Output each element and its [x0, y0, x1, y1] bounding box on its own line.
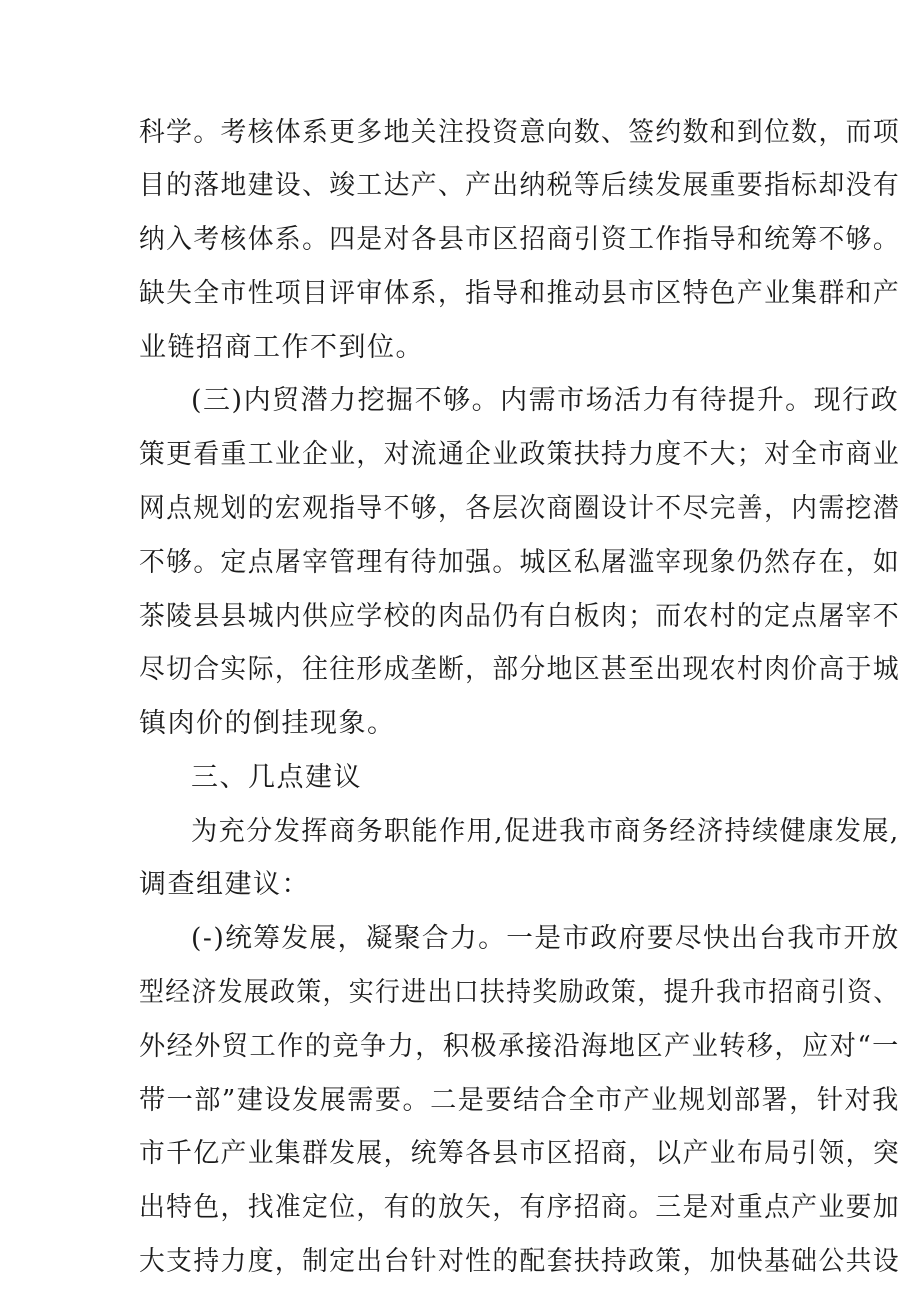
- text-line: 不够。定点屠宰管理有待加强。城区私屠滥宰现象仍然存在，如: [139, 547, 900, 578]
- section-heading: 三、几点建议: [191, 762, 362, 793]
- text-line: 缺失全市性项目评审体系，指导和推动县市区特色产业集群和产: [139, 278, 900, 309]
- text-line: 市千亿产业集群发展，统筹各县市区招商，以产业布局引领，突: [139, 1138, 900, 1169]
- text-line: 外经外贸工作的竞争力，积极承接沿海地区产业转移，应对“一: [139, 1031, 900, 1062]
- text-line: 茶陵县县城内供应学校的肉品仍有白板肉；而农村的定点屠宰不: [139, 601, 900, 632]
- text-line: 带一部”建设发展需要。二是要结合全市产业规划部署，针对我: [139, 1085, 900, 1116]
- text-line: 业链招商工作不到位。: [139, 332, 424, 363]
- text-line: 策更看重工业企业，对流通企业政策扶持力度不大；对全市商业: [139, 439, 900, 470]
- text-line: 为充分发挥商务职能作用,促进我市商务经济持续健康发展,: [191, 816, 900, 847]
- text-line: (三)内贸潜力挖掘不够。内需市场活力有待提升。现行政: [191, 385, 900, 416]
- text-line: (-)统筹发展，凝聚合力。一是市政府要尽快出台我市开放: [191, 923, 900, 954]
- text-line: 尽切合实际，往往形成垄断，部分地区甚至出现农村肉价高于城: [139, 654, 900, 685]
- text-line: 目的落地建设、竣工达产、产出纳税等后续发展重要指标却没有: [139, 170, 900, 201]
- text-line: 网点规划的宏观指导不够，各层次商圈设计不尽完善，内需挖潜: [139, 493, 900, 524]
- text-line: 科学。考核体系更多地关注投资意向数、签约数和到位数，而项: [139, 117, 900, 148]
- text-line: 纳入考核体系。四是对各县市区招商引资工作指导和统筹不够。: [139, 224, 900, 255]
- text-line: 镇肉价的倒挂现象。: [139, 708, 396, 739]
- text-line: 大支持力度，制定出台针对性的配套扶持政策，加快基础公共设: [139, 1246, 900, 1277]
- text-line: 调查组建议：: [139, 869, 310, 900]
- text-line: 型经济发展政策，实行进出口扶持奖励政策，提升我市招商引资、: [139, 977, 900, 1008]
- text-line: 出特色，找准定位，有的放矢，有序招商。三是对重点产业要加: [139, 1192, 900, 1223]
